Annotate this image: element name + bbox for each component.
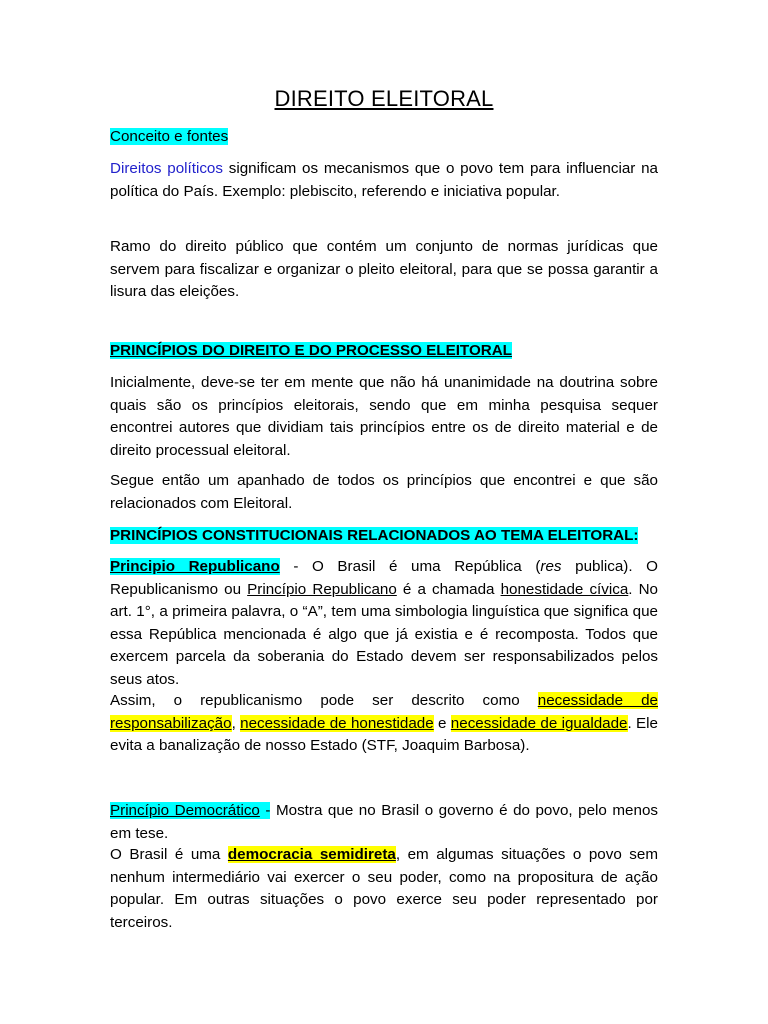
text-run: . Ele evita a banalização de nosso Estado (STF, Joaquim Barbosa). xyxy=(110,714,658,754)
text-run: Mostra que no Brasil o governo é do povo, pelo menos em tese. xyxy=(110,802,658,842)
text-run: é a chamada xyxy=(396,580,501,598)
paragraph-republicanismo xyxy=(110,690,658,758)
highlight-term: democracia semidireta xyxy=(227,846,396,863)
paragraph-text: significam os mecanismos que o povo tem para influenciar na política do País. Exemplo: plebiscito, referendo e iniciativa popular. xyxy=(110,160,658,200)
text-run-italic: res xyxy=(540,558,562,575)
text-run: O Brasil é uma xyxy=(110,846,228,863)
paragraph-unanimidade: Inicialmente, deve-se ter em mente que não há unanimidade na doutrina sobre quais são os princípios eleitorais, sendo que em minha pesquisa sequer encontrei autores que dividiam tais princípios entre os de direito material e de direito processual eleitoral. xyxy=(110,374,658,459)
document-title: DIREITO ELEITORAL xyxy=(274,86,494,111)
text-run: . No art. 1°, a primeira palavra, o “A”, tem uma simbologia linguística que significa que essa República mencionada é algo que já existia e é recomposta. Todos que exercem parcela da soberania do Estado devem ser responsabilizados pelos seus atos. xyxy=(110,580,659,688)
highlight-term: necessidade de igualdade xyxy=(450,714,628,732)
section-heading-constitucionais xyxy=(110,525,658,548)
text-run: publica). O Republicanismo ou xyxy=(110,558,658,598)
principle-label: Principio Republicano xyxy=(110,558,280,575)
text-run: Assim, o republicanismo pode ser descrito como xyxy=(110,692,538,709)
dash: - xyxy=(259,802,271,819)
heading-text: PRINCÍPIOS DO DIREITO E DO PROCESSO ELEITORAL xyxy=(110,342,512,359)
paragraph-principio-republicano xyxy=(110,556,658,691)
principle-label-text: Princípio Democrático xyxy=(110,802,260,819)
highlight-term: necessidade de honestidade xyxy=(240,714,434,732)
section-heading-conceito xyxy=(110,126,658,149)
text-run: e xyxy=(433,714,451,732)
paragraph-apanhado: Segue então um apanhado de todos os princípios que encontrei e que são relacionados com Eleitoral. xyxy=(110,472,658,512)
section-heading-principios xyxy=(110,340,658,363)
principle-label xyxy=(110,802,270,819)
paragraph-ramo-direito: Ramo do direito público que contém um conjunto de normas jurídicas que servem para fiscalizar e organizar o pleito eleitoral, para que se possa garantir a lisura das eleições. xyxy=(110,238,658,300)
paragraph-direitos-politicos xyxy=(110,158,658,203)
highlight-term: necessidade de responsabilização xyxy=(110,692,658,732)
text-run: - O Brasil é uma República ( xyxy=(279,558,541,575)
underlined-term: Princípio Republicano xyxy=(247,580,397,598)
paragraph-democracia-semidireta xyxy=(110,844,658,934)
underlined-term: honestidade cívica xyxy=(500,580,629,598)
heading-text: Conceito e fontes xyxy=(110,128,229,145)
paragraph-principio-democratico xyxy=(110,800,658,845)
heading-text: PRINCÍPIOS CONSTITUCIONAIS RELACIONADOS AO TEMA ELEITORAL: xyxy=(110,527,639,544)
text-run: , em algumas situações o povo sem nenhum intermediário vai exercer o seu poder, como na propositura de ação popular. Em outras situações o povo exerce seu poder representado por terceiros. xyxy=(110,846,658,931)
term-direitos-politicos: Direitos políticos xyxy=(110,160,223,177)
text-run: , xyxy=(231,714,241,732)
